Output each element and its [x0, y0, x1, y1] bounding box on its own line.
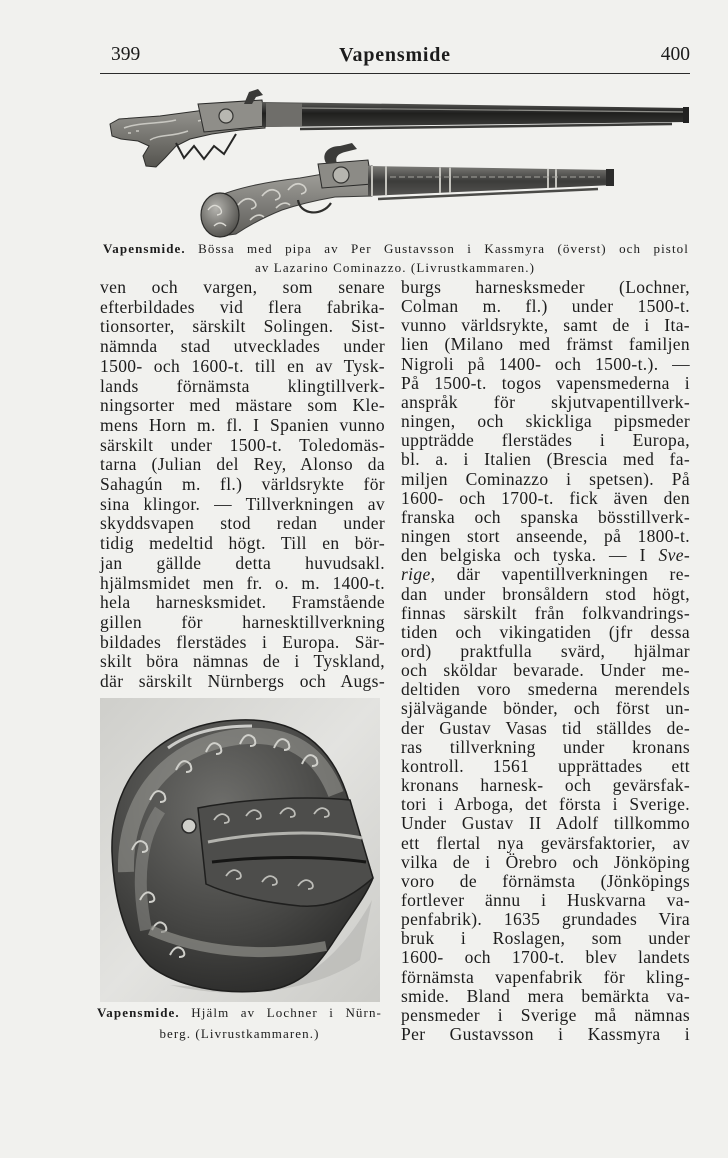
text-line: kontroll. 1561 upprättades ett	[401, 755, 690, 776]
text-line: burgs harnesksmeder (Lochner,	[401, 277, 690, 297]
text-line	[401, 565, 690, 584]
pistol-wheel	[333, 167, 349, 183]
text-line: anspråk för skjutvapentillverk-	[401, 391, 690, 412]
helmet-caption-label: Vapensmide.	[97, 1005, 180, 1020]
text-line: ras tillverkning under kronans	[401, 736, 690, 757]
text-line: tionsorter, särskilt Solingen. Sist-	[100, 316, 385, 337]
text-line: ven och vargen, som senare	[100, 277, 385, 297]
musket-muzzle	[683, 107, 689, 123]
text-line: tidig medeltid högt. Till en bör-	[100, 533, 385, 554]
firearms-caption-line-1	[103, 241, 689, 257]
text-line: lands förnämsta klingtillverk-	[100, 375, 385, 396]
text-line: Nigroli på 1400- och 1500-t.). —	[401, 353, 690, 374]
text-line: hjälmsmidet men fr. o. m. 1400-t.	[100, 572, 385, 593]
right-text-column	[401, 278, 690, 1044]
text-line: vunno världsrykte, samt de i Ita-	[401, 315, 690, 336]
text-line: gillen för harnesktillverkning	[100, 611, 385, 632]
pistol-pommel	[201, 193, 239, 237]
text-line: deltiden voro smederna merendels	[401, 679, 690, 700]
text-line: fortlever ännu i Huskvarna va-	[401, 890, 690, 910]
text-line: 1500- och 1600-t. till en av Tysk-	[100, 355, 385, 376]
helmet-caption-line-2: berg. (Livrustkammaren.)	[159, 1026, 320, 1041]
text-line: franska och spanska bösstillverk-	[401, 506, 690, 527]
text-line	[401, 546, 690, 565]
text-line: ningsorter med mästare som Kle-	[100, 395, 385, 416]
text-line: tarna (Julian del Rey, Alonso da	[100, 454, 385, 475]
helmet-rivet	[182, 819, 196, 833]
musket-breech-ornament	[266, 103, 302, 127]
text-line: 1600- och 1700-t. blev landets	[401, 947, 690, 968]
text-line: voro de förnämsta (Jönköpings	[401, 870, 690, 891]
left-page-number: 399	[111, 44, 141, 65]
helmet-caption-line-1	[97, 1005, 382, 1021]
text-line: dan under bronsåldern stod högt,	[401, 583, 690, 604]
firearms-illustration	[100, 84, 696, 242]
text-line: der Gustav Vasas tid ställdes de-	[401, 717, 690, 738]
text-line: skilt böra nämnas de i Tyskland,	[100, 651, 385, 672]
left-text-column	[100, 278, 385, 692]
text-line: och sköldar bevarade. Under me-	[401, 660, 690, 681]
text-line: bildades flerstädes i Europa. Sär-	[100, 631, 385, 652]
text-line: bruk i Roslagen, som under	[401, 928, 690, 949]
text-line: pensmeder i Sverige må nämnas	[401, 1004, 690, 1025]
text-line: jan gällde detta huvudsakl.	[100, 552, 385, 573]
text-line: På 1500-t. togos vapensmederna i	[401, 372, 690, 393]
text-line: smide. Bland mera bemärkta va-	[401, 985, 690, 1006]
text-line: självägande bönder, och först un-	[401, 698, 690, 719]
text-roman: den belgiska och tyska. — I	[401, 545, 646, 566]
text-line: penfabrik). 1635 grundades Vira	[401, 909, 690, 930]
text-line: finnas särskilt från folkvandrings-	[401, 602, 690, 623]
text-line: skyddsvapen stod redan under	[100, 513, 385, 534]
text-line: nämnda stad utvecklades under	[100, 336, 385, 357]
text-italic: Sve-	[658, 545, 690, 566]
text-line: miljen Cominazzo i spetsen). På	[401, 468, 690, 489]
text-line: bl. a. i Italien (Brescia med fa-	[401, 449, 690, 470]
text-line: uppträdde flerstädes i Europa,	[401, 430, 690, 451]
musket-barrel	[262, 102, 688, 127]
text-line: där särskilt Nürnbergs och Augs-	[100, 671, 385, 692]
page-title: Vapensmide	[339, 44, 451, 66]
text-line: ord) praktfulla svärd, hjälmar	[401, 640, 690, 661]
text-line: tori i Arboga, det första i Sverige.	[401, 794, 690, 815]
text-line: kronans harnesk- och gevärsfak-	[401, 775, 690, 796]
text-line: förnämsta vapenfabrik för kling-	[401, 966, 690, 987]
text-line: efterbildades vid flera fabrika-	[100, 296, 385, 317]
text-line: Under Gustav II Adolf tillkommo	[401, 813, 690, 834]
helmet-photo	[100, 698, 380, 1002]
firearms-caption-line-2: av Lazarino Cominazzo. (Livrustkammaren.)	[254, 260, 536, 275]
text-line: mens Horn m. fl. I Spanien vunno	[100, 414, 385, 435]
text-line: ett flertal nya gevärsfaktorier, av	[401, 832, 690, 853]
pistol-cock	[324, 143, 357, 163]
text-line: särskilt under 1500-t. Toledomäs-	[100, 434, 385, 455]
text-italic: rige,	[401, 564, 436, 585]
text-line: lien (Milano med främst familjen	[401, 334, 690, 355]
text-line: ningen stort anseende, på 1800-t.	[401, 526, 690, 547]
text-line: sina klingor. — Tillverkningen av	[100, 493, 385, 514]
pistol-muzzle	[606, 169, 614, 186]
text-line: tiden och vikingatiden (jfr dessa	[401, 621, 690, 642]
text-line: hela harnesksmidet. Framstående	[100, 592, 385, 613]
text-line: Per Gustavsson i Kassmyra i	[401, 1024, 690, 1045]
text-line: ningen, och skickliga pipsmeder	[401, 411, 690, 432]
right-page-number: 400	[660, 44, 690, 65]
helmet-caption-text: Hjälm av Lochner i Nürn-	[191, 1005, 382, 1020]
firearms-caption-text: Bössa med pipa av Per Gustavsson i Kassmyra (överst) och pistol	[198, 241, 689, 256]
text-line: 1600- och 1700-t. fick även den	[401, 487, 690, 508]
pistol-barrel	[368, 166, 614, 196]
text-line: vilka de i Örebro och Jönköping	[401, 851, 690, 872]
text-roman: där vapentillverkningen re-	[456, 564, 690, 585]
text-line: Colman m. fl.) under 1500-t.	[401, 296, 690, 317]
text-line: Sahagún m. fl.) världsrykte för	[100, 474, 385, 495]
header-rule	[100, 73, 690, 74]
musket-wheel	[219, 109, 233, 123]
firearms-caption-label: Vapensmide.	[103, 241, 186, 256]
